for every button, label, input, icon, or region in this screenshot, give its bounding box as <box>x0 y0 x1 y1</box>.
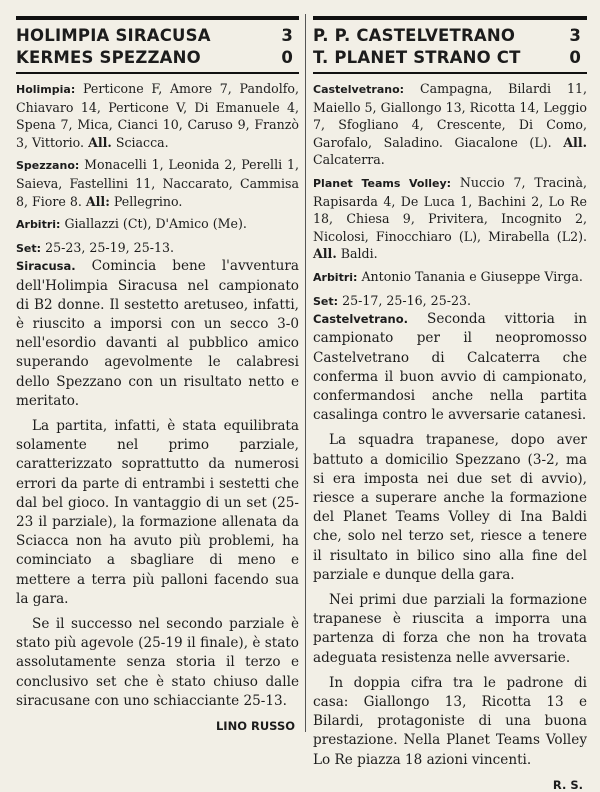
article-holimpia-kermes <box>16 16 299 733</box>
top-rule <box>313 16 587 20</box>
lineup-away: Planet Teams Volley: Nuccio 7, Tracinà, Rapisarda 4, De Luca 1, Bachini 2, Lo Re 18, Chiesa 9, Privitera, Incognito 2, Nicolosi, Finocchiaro (L), Mirabella (L2). All. Baldi. <box>313 174 587 262</box>
sets: Set: 25-17, 25-16, 25-23. <box>313 292 471 308</box>
byline: LINO RUSSO <box>215 719 295 734</box>
team-score: 0 <box>281 48 293 67</box>
article-paragraph: La squadra trapanese, dopo aver battuto a domicilio Spezzano (3-2, ma si era imposta nei due set di avvio), riesce a superare anche la formazione del Planet Teams Volley di Ina Baldi che, solo nel terzo set, riesce a tenere il risultato in bilico sino alla fine del parziale e dunque della gara. <box>313 432 587 583</box>
lineup-away: Spezzano: Monacelli 1, Leonida 2, Perelli 1, Saieva, Fastellini 11, Naccarato, Cammisa 8, Fiore 8. All: Pellegrino. <box>16 157 299 209</box>
team-name: KERMES SPEZZANO <box>16 48 201 67</box>
article-paragraph: Nei primi due parziali la formazione trapanese è riuscita a imporra una partenza di forza che non ha trovata adeguata resistenza nelle avversarie. <box>313 591 587 666</box>
dateline: Castelvetrano. <box>313 312 408 327</box>
scoreline-home <box>313 25 587 47</box>
article-paragraph: Siracusa. Comincia bene l'avventura dell'Holimpia Siracusa nel campionato di B2 donne. Il sestetto aretuseo, infatti, è riuscito a imporsi con un secco 3-0 nell'esordio davanti al pubblico amico superando agevolmente le calabresi dello Spezzano con un risultato netto e meritato. <box>16 258 299 409</box>
scoreline-home <box>16 25 299 47</box>
scoreline-away <box>16 47 299 69</box>
header-rule <box>313 72 587 74</box>
article-castelvetrano-planet <box>313 16 587 792</box>
column-divider <box>305 14 306 732</box>
top-rule <box>16 16 299 20</box>
article-paragraph: Castelvetrano. Seconda vittoria in campionato per il neopromosso Castelvetrano di Calcaterra che conferma il buon avvio di campionato, confermandosi anche nella partita casalinga contro le avversarie catanesi. <box>313 311 587 424</box>
article-paragraph: La partita, infatti, è stata equilibrata solamente nel primo parziale, caratterizzato soprattutto da numerosi errori da parte di entrambi i sestetti che dal bel gioco. In vantaggio di un set (25-23 il parziale), la formazione allenata da Sciacca non ha avuto più problemi, ha cominciato a sbagliare di meno e mettere a terra più palloni facendo sua la gara. <box>16 417 299 607</box>
byline: R. S. <box>552 777 583 792</box>
sets: Set: 25-23, 25-19, 25-13. <box>16 239 174 255</box>
scoreline-away <box>313 47 587 69</box>
dateline: Siracusa. <box>16 259 76 274</box>
team-name: T. PLANET STRANO CT <box>313 48 521 67</box>
lineup-home: Holimpia: Perticone F, Amore 7, Pandolfo, Chiavaro 14, Perticone V, Di Emanuele 4, Spena 7, Mica, Cianci 10, Caruso 9, Franzò 3, Vittorio. All. Sciacca. <box>16 81 300 150</box>
team-score: 3 <box>281 26 293 45</box>
article-paragraph: Se il successo nel secondo parziale è stato più agevole (25-19 il finale), è stato assolutamente senza storia il terzo e conclusivo set che è stato chiuso dalle siracusane con uno schiacciante 25-13. <box>16 616 299 709</box>
referees: Arbitri: Giallazzi (Ct), D'Amico (Me). <box>16 216 247 232</box>
lineup-home: Castelvetrano: Campagna, Bilardi 11, Maiello 5, Giallongo 13, Ricotta 14, Leggio 7, Sfogliano 4, Crescente, Di Como, Garofalo, Saladino. Giacalone (L). All. Calcaterra. <box>313 81 587 168</box>
article-paragraph: In doppia cifra tra le padrone di casa: Giallongo 13, Ricotta 13 e Bilardi, protagoniste di una buona prestazione. Nella Planet Teams Volley Lo Re piazza 18 azioni vincenti. <box>313 674 587 768</box>
referees: Arbitri: Antonio Tanania e Giuseppe Virga. <box>313 268 583 284</box>
team-score: 3 <box>569 26 581 45</box>
team-name: P. P. CASTELVETRANO <box>313 26 516 45</box>
team-score: 0 <box>569 48 581 67</box>
header-rule <box>16 72 299 74</box>
team-name: HOLIMPIA SIRACUSA <box>16 26 211 45</box>
